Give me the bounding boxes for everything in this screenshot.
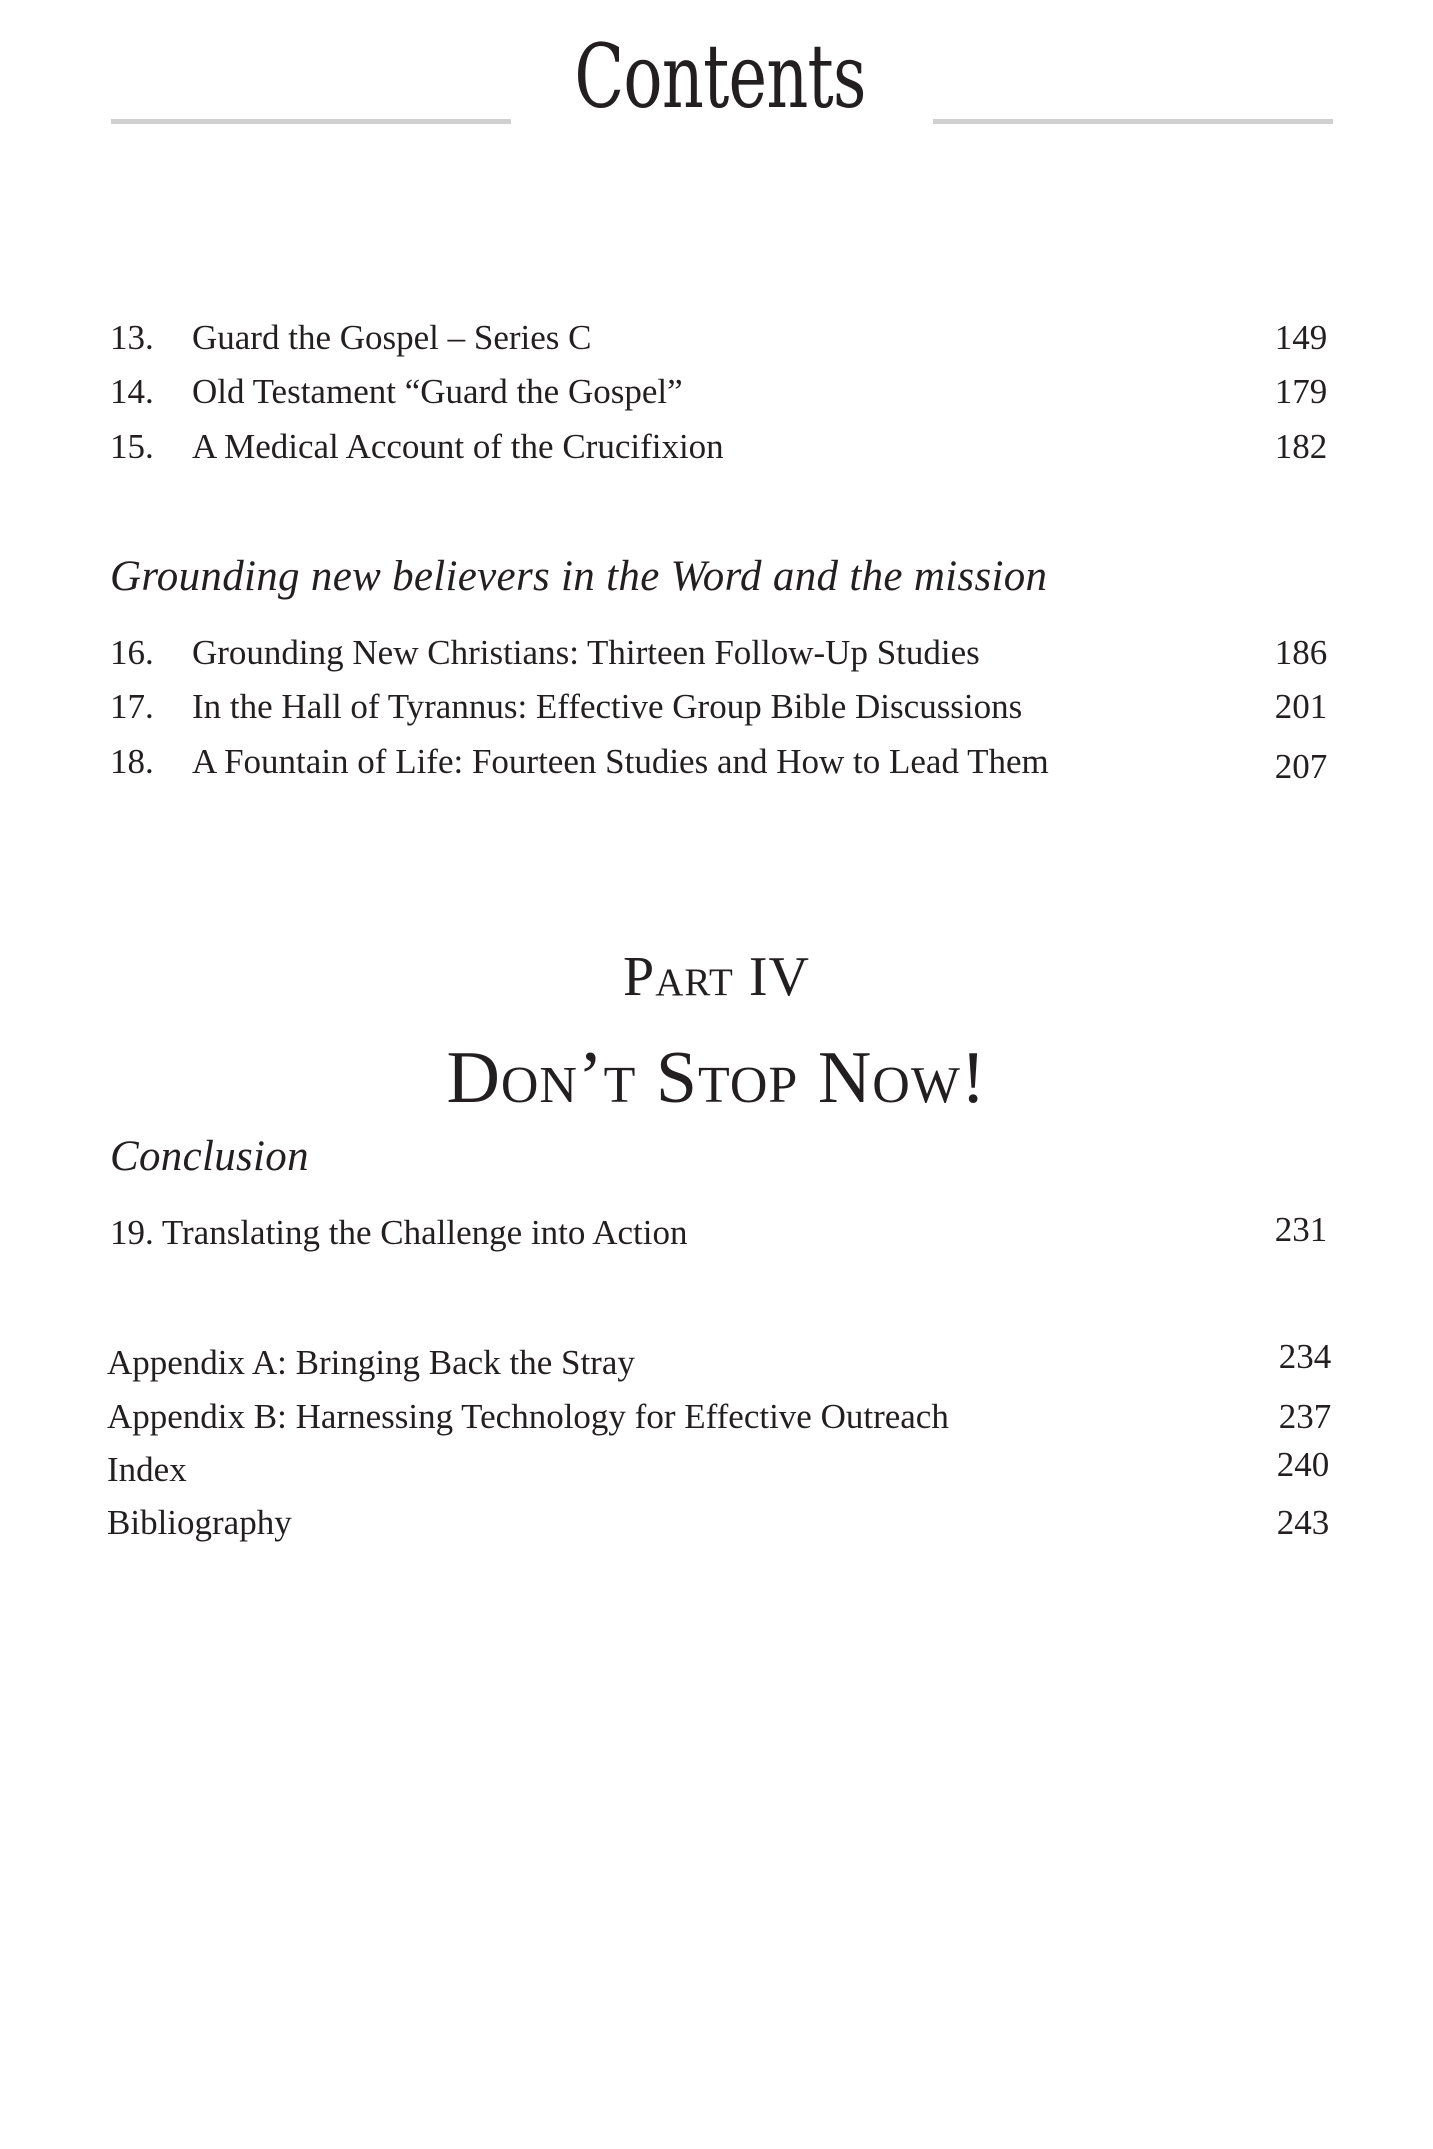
entry-title: Grounding New Christians: Thirteen Follow-Up Studies (192, 633, 980, 672)
toc-appendix-b[interactable] (0, 1393, 1433, 1441)
title-rule-left (111, 119, 511, 124)
entry-page-number: 243 (1276, 1503, 1330, 1542)
toc-bibliography[interactable] (0, 1499, 1433, 1547)
entry-number: 14. (110, 372, 154, 411)
entry-page-number: 231 (1274, 1210, 1328, 1249)
part-label: Part IV (623, 946, 810, 1008)
entry-title: In the Hall of Tyrannus: Effective Group Bible Discussions (192, 687, 1023, 726)
entry-number: 15. (110, 427, 154, 466)
entry-page-number: 186 (1274, 633, 1328, 672)
part-title: Don’t Stop Now! (446, 1037, 987, 1119)
title-rule-right (933, 119, 1333, 124)
entry-title: Appendix A: Bringing Back the Stray (107, 1343, 635, 1382)
entry-title: 19. Translating the Challenge into Action (110, 1213, 688, 1252)
entry-title: Guard the Gospel – Series C (192, 318, 592, 357)
entry-page-number: 179 (1274, 372, 1328, 411)
entry-page-number: 240 (1276, 1445, 1330, 1484)
toc-entry-15[interactable] (0, 423, 1433, 471)
section-heading-grounding: Grounding new believers in the Word and the mission (110, 553, 1048, 600)
toc-entry-17[interactable] (0, 683, 1433, 731)
entry-page-number: 234 (1278, 1337, 1332, 1376)
entry-page-number: 149 (1274, 318, 1328, 357)
section-heading-conclusion: Conclusion (110, 1133, 309, 1180)
entry-page-number: 207 (1274, 747, 1328, 786)
entry-title: A Medical Account of the Crucifixion (192, 427, 724, 466)
entry-title: Bibliography (107, 1503, 292, 1542)
entry-page-number: 201 (1274, 687, 1328, 726)
toc-index[interactable] (0, 1446, 1433, 1494)
entry-page-number: 237 (1278, 1397, 1332, 1436)
toc-appendix-a[interactable] (0, 1339, 1433, 1387)
toc-entry-18[interactable] (0, 738, 1433, 786)
toc-entry-14[interactable] (0, 368, 1433, 416)
toc-entry-19[interactable] (0, 1209, 1433, 1257)
entry-title: Old Testament “Guard the Gospel” (192, 372, 683, 411)
toc-entry-16[interactable] (0, 629, 1433, 677)
entry-page-number: 182 (1274, 427, 1328, 466)
entry-title: Index (107, 1450, 187, 1489)
toc-entry-13[interactable] (0, 314, 1433, 362)
entry-number: 13. (110, 318, 154, 357)
entry-number: 18. (110, 742, 154, 781)
entry-title: Appendix B: Harnessing Technology for Effective Outreach (107, 1397, 949, 1436)
entry-number: 17. (110, 687, 154, 726)
entry-title: A Fountain of Life: Fourteen Studies and How to Lead Them (192, 742, 1049, 781)
page-title: Contents (574, 25, 866, 128)
entry-number: 16. (110, 633, 154, 672)
